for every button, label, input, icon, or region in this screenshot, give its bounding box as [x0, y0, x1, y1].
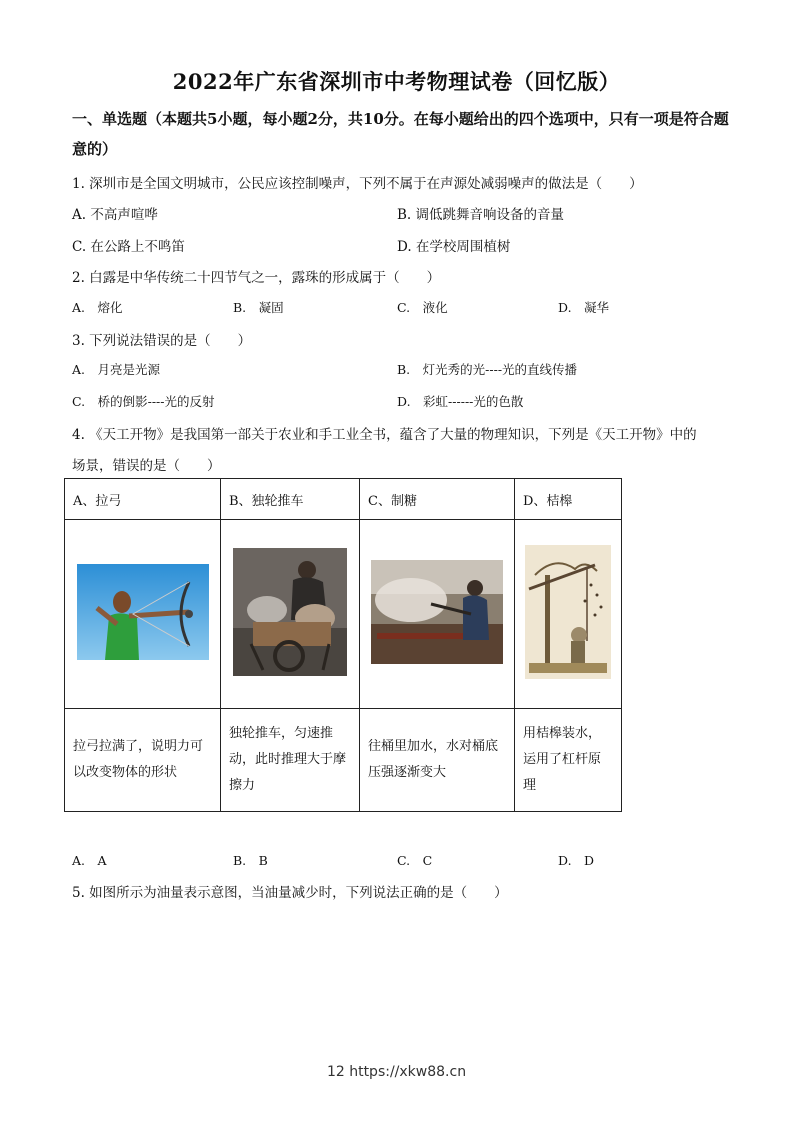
question-3-stem: 3. 下列说法错误的是（ ） [72, 333, 252, 349]
well-sweep-image-cell [515, 520, 622, 709]
sugar-making-image-cell [360, 520, 515, 709]
question-4-table [64, 478, 622, 812]
question-4-option-b: B. B [233, 853, 268, 868]
question-3-option-b: B. 灯光秀的光----光的直线传播 [397, 362, 578, 377]
question-2-option-c: C. 液化 [397, 300, 448, 315]
question-1-option-b: B. 调低跳舞音响设备的音量 [397, 207, 565, 223]
archer-image-cell [65, 520, 221, 709]
table-header-b: B、独轮推车 [221, 479, 360, 520]
question-3-option-c: C. 桥的倒影----光的反射 [72, 394, 215, 409]
table-description-a: 拉弓拉满了，说明力可以改变物体的形状 [65, 709, 221, 812]
question-2-stem: 2. 白露是中华传统二十四节气之一，露珠的形成属于（ ） [72, 270, 441, 286]
question-4-option-a: A. A [72, 853, 107, 868]
table-header-a: A、拉弓 [65, 479, 221, 520]
table-description-c: 往桶里加水，水对桶底压强逐渐变大 [360, 709, 515, 812]
question-1-option-a: A. 不高声喧哗 [72, 207, 158, 223]
table-description-b: 独轮推车，匀速推动，此时推理大于摩擦力 [221, 709, 360, 812]
question-4-option-c: C. C [397, 853, 433, 868]
wheelbarrow-image-cell [221, 520, 360, 709]
question-3-option-d: D. 彩虹------光的色散 [397, 394, 524, 409]
question-1-stem: 1. 深圳市是全国文明城市，公民应该控制噪声，下列不属于在声源处减弱噪声的做法是（ ） [72, 176, 643, 192]
sugar-making-image [371, 560, 503, 664]
question-4-stem-line2: 场景，错误的是（ ） [72, 458, 221, 474]
paper-title: 2022年广东省深圳市中考物理试卷（回忆版） [172, 69, 621, 94]
question-4-stem-line1: 4. 《天工开物》是我国第一部关于农业和手工业全书，蕴含了大量的物理知识，下列是《天工开物》中的 [72, 427, 697, 443]
question-1-option-d: D. 在学校周围植树 [397, 239, 511, 255]
question-5-stem: 5. 如图所示为油量表示意图，当油量减少时，下列说法正确的是（ ） [72, 885, 508, 901]
section-heading: 一、单选题（本题共5小题，每小题2分，共10分。在每小题给出的四个选项中，只有一项是符合题意的） [72, 110, 729, 158]
question-3-option-a: A. 月亮是光源 [72, 362, 161, 377]
page-footer: 12 https://xkw88.cn [326, 1064, 467, 1080]
archer-image [77, 564, 209, 660]
question-2-option-b: B. 凝固 [233, 300, 284, 315]
table-header-c: C、制糖 [360, 479, 515, 520]
question-1-option-c: C. 在公路上不鸣笛 [72, 239, 185, 255]
wheelbarrow-image [233, 548, 347, 676]
table-header-d: D、桔槔 [515, 479, 622, 520]
question-2-option-d: D. 凝华 [558, 300, 610, 315]
question-4-option-d: D. D [558, 853, 595, 868]
question-2-option-a: A. 熔化 [72, 300, 123, 315]
well-sweep-image [525, 545, 611, 679]
table-description-d: 用桔槔装水，运用了杠杆原理 [515, 709, 622, 812]
